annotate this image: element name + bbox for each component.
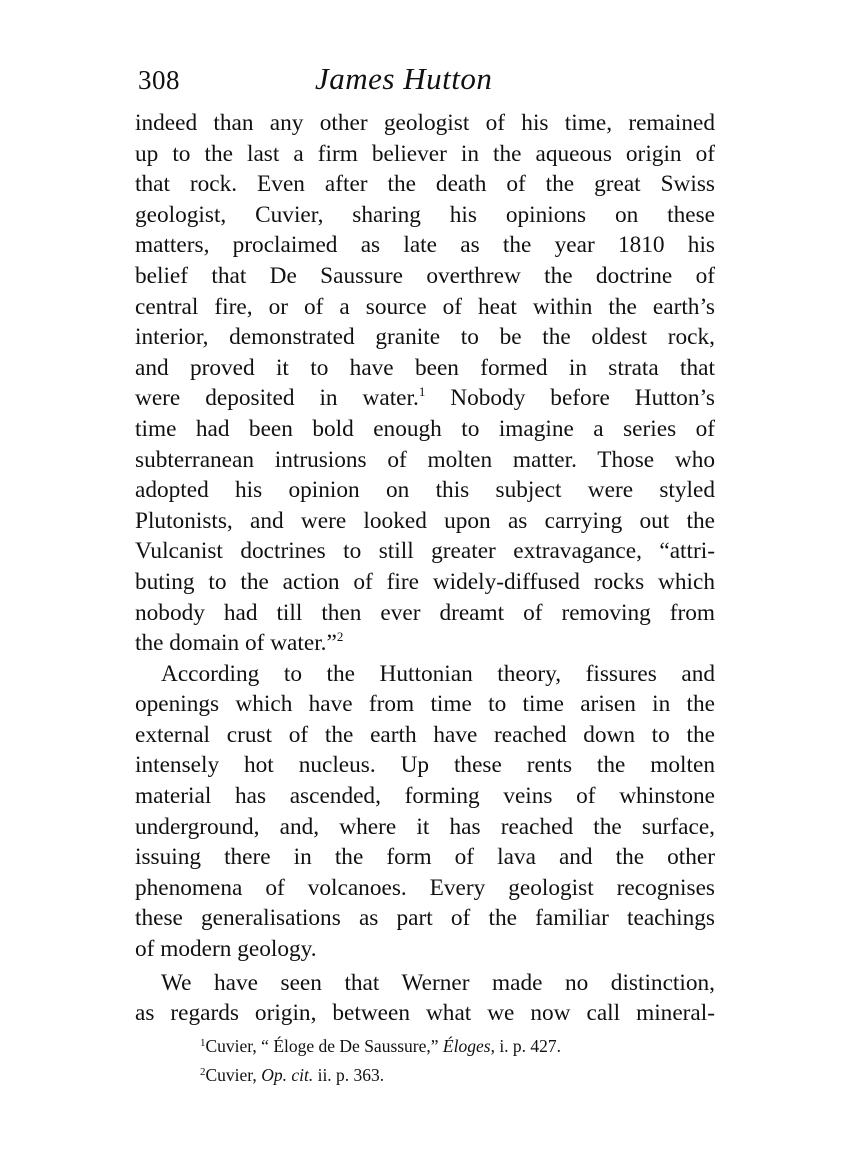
footnote-italic: Op. cit. xyxy=(261,1065,314,1085)
text-line: belief that De Saussure overthrew the doctrine of xyxy=(135,262,715,289)
text-line: We have seen that Werner made no distinction, xyxy=(161,969,715,996)
paragraph-1 xyxy=(135,108,715,659)
text-line: issuing there in the form of lava and the other xyxy=(135,844,715,871)
footnote-text: Cuvier, xyxy=(205,1065,257,1085)
text-line: intensely hot nucleus. Up these rents the molten xyxy=(135,752,715,779)
text-line-with-footnote-ref xyxy=(135,383,715,414)
text-line: geologist, Cuvier, sharing his opinions on these xyxy=(135,201,715,228)
text-line: Plutonists, and were looked upon as carrying out the xyxy=(135,507,715,534)
text-line: nobody had till then ever dreamt of removing from xyxy=(135,599,715,626)
body-text xyxy=(135,108,715,1029)
footnote-italic: Éloges xyxy=(442,1036,491,1056)
footnote-mark: 2 xyxy=(200,1066,206,1078)
page-number: 308 xyxy=(138,65,180,95)
text-line: and proved it to have been formed in strata that xyxy=(135,354,715,381)
text-line-with-footnote-ref xyxy=(135,628,715,659)
text-line: buting to the action of fire widely-diffused rocks which xyxy=(135,568,715,595)
page-header xyxy=(135,58,715,108)
footnotes xyxy=(200,1032,561,1090)
footnote-2 xyxy=(200,1061,561,1090)
book-page xyxy=(135,58,715,1029)
text-line: openings which have from time to time arisen in the xyxy=(135,691,715,718)
line-text: the domain of water.” xyxy=(135,630,337,657)
footnote-text-end: ii. p. 363. xyxy=(317,1065,385,1085)
text-line: matters, proclaimed as late as the year 1810 his xyxy=(135,232,715,259)
text-line: central fire, or of a source of heat within the earth’s xyxy=(135,293,715,320)
paragraph-3 xyxy=(135,968,715,1029)
footnote-text-end: , i. p. 427. xyxy=(490,1036,562,1056)
line-text: were deposited in water. xyxy=(135,385,419,412)
text-line: According to the Huttonian theory, fissures and xyxy=(161,660,715,687)
text-line: phenomena of volcanoes. Every geologist recognises xyxy=(135,874,715,901)
text-line: time had been bold enough to imagine a series of xyxy=(135,415,715,442)
footnote-1 xyxy=(200,1032,561,1061)
text-line: these generalisations as part of the familiar teachings xyxy=(135,905,715,932)
text-line: up to the last a firm believer in the aqueous origin of xyxy=(135,140,715,167)
text-line: external crust of the earth have reached down to the xyxy=(135,721,715,748)
text-line: of modern geology. xyxy=(135,936,317,963)
footnote-ref-1: 1 xyxy=(418,384,426,400)
text-line: as regards origin, between what we now call mineral- xyxy=(135,1000,715,1027)
text-line: underground, and, where it has reached the surface, xyxy=(135,813,715,840)
text-line: interior, demonstrated granite to be the oldest rock, xyxy=(135,324,715,351)
text-line: that rock. Even after the death of the great Swiss xyxy=(135,171,715,198)
line-text-tail: Nobody before Hutton’s xyxy=(450,385,716,412)
paragraph-2 xyxy=(135,659,715,965)
text-line: adopted his opinion on this subject were styled xyxy=(135,477,715,504)
running-head: James Hutton xyxy=(315,61,493,96)
text-line: Vulcanist doctrines to still greater extravagance, “attri- xyxy=(135,538,715,565)
footnote-text: Cuvier, “ Éloge de De Saussure,” xyxy=(205,1036,439,1056)
footnote-mark: 1 xyxy=(200,1037,206,1049)
text-line: subterranean intrusions of molten matter. Those who xyxy=(135,446,715,473)
text-line: material has ascended, forming veins of whinstone xyxy=(135,783,715,810)
footnote-ref-2: 2 xyxy=(336,629,344,645)
text-line: indeed than any other geologist of his time, remained xyxy=(135,110,715,136)
